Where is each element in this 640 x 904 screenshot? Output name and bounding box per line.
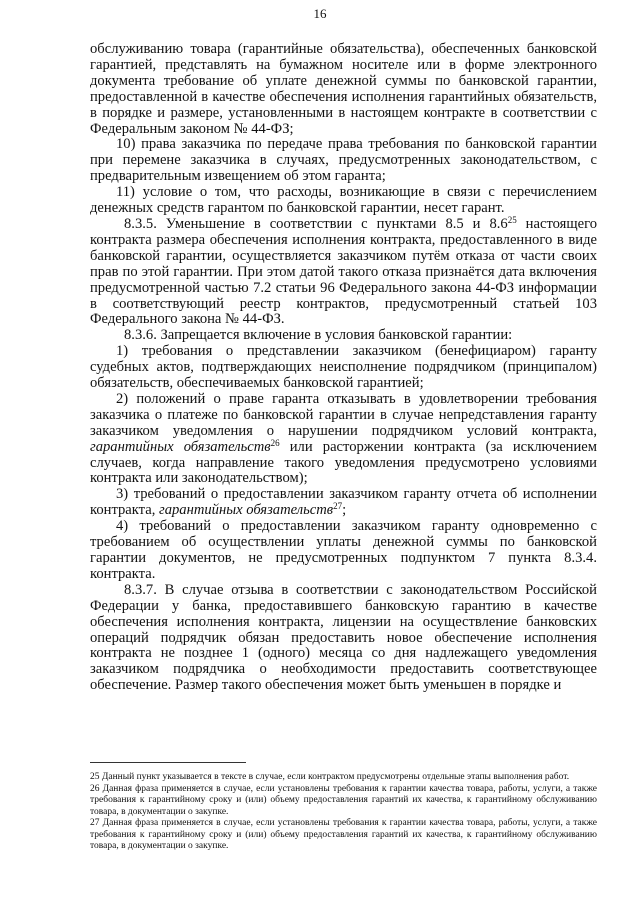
paragraph-text: ; bbox=[342, 502, 347, 519]
footnote-25: 25 Данный пункт указывается в тексте в случае, если контрактом предусмотрены отдельные этапы выполнения работ. bbox=[90, 772, 570, 782]
paragraph-item-3 bbox=[90, 487, 597, 519]
paragraph-item-4: 4) требований о предоставлении заказчиком гаранту одновременно с требованием об осуществлении уплаты денежной суммы по банковской гарантии документов, не предусмотренных подпунктом 7 пункта 8.3.4. контракта. bbox=[90, 518, 597, 582]
paragraph-text: 2) положений о праве гаранта отказывать в удовлетворении требования заказчика о платеже по банковской гарантии в случае непредставления гаранту заказчиком уведомления о нарушении подрядчиком условий контракта, bbox=[90, 390, 597, 439]
footnote-ref-27[interactable]: 27 bbox=[333, 501, 343, 512]
paragraph-item-10: 10) права заказчика по передаче права требования по банковской гарантии при перемене заказчика в случаях, предусмотренных законодательством, с предварительным извещением об этом гаранта; bbox=[90, 136, 597, 185]
paragraph-8-3-7: 8.3.7. В случае отзыва в соответствии с законодательством Российской Федерации у банка, предоставившего банковскую гарантию в качестве обеспечения исполнения контракта, лицензии на осуществление банковских операций подрядчик обязан предоставить новое обеспечение исполнения контракта не позднее 1 (одного) месяца со дня надлежащего уведомления заказчиком подрядчика о необходимости предоставить соответствующее обеспечение. Размер такого обеспечения может быть уменьшен в порядке и bbox=[90, 581, 597, 694]
footnote-ref-25[interactable]: 25 bbox=[507, 214, 517, 225]
footnote-separator bbox=[90, 762, 246, 763]
paragraph-item-2 bbox=[90, 392, 597, 487]
paragraph-8-3-5 bbox=[90, 214, 597, 328]
footnote-ref-26[interactable]: 26 bbox=[270, 437, 280, 448]
italic-phrase: гарантийных обязательств bbox=[90, 438, 271, 455]
footnote-26: 26 Данная фраза применяется в случае, если установлены требования к гарантии качества товара, работы, услуги, а также требования к гарантийному сроку и (или) объему предоставления гарантий их качества, к гарантийному обслуживанию товара, в документации о закупке. bbox=[90, 783, 597, 817]
document-body bbox=[90, 42, 597, 694]
paragraph-text: 8.3.5. Уменьшение в соответствии с пунктами 8.5 и 8.6 bbox=[124, 215, 508, 232]
paragraph-text: 3) требований о предоставлении заказчиком гаранту отчета об исполнении контракта, bbox=[90, 486, 597, 519]
paragraph-item-1: 1) требования о представлении заказчиком (бенефициаром) гаранту судебных актов, подтверждающих неисполнение подрядчиком (принципалом) обязательств, обеспечиваемых банковской гарантией; bbox=[90, 343, 597, 392]
paragraph-text: или расторжении контракта (за исключением случаев, когда направление такого уведомления предусмотрено условиями контракта или законодательством); bbox=[90, 438, 598, 487]
paragraph-8-3-6: 8.3.6. Запрещается включение в условия банковской гарантии: bbox=[124, 327, 513, 344]
page-number: 16 bbox=[313, 6, 327, 21]
footnote-27: 27 Данная фраза применяется в случае, если установлены требования к гарантии качества товара, работы, услуги, а также требования к гарантийному сроку и (или) объему предоставления гарантий их качества, к гарантийному обслуживанию товара, в документации о закупке. bbox=[90, 818, 597, 851]
paragraph-continuation: обслуживанию товара (гарантийные обязательства), обеспеченных банковской гарантией, представлять на бумажном носителе или в форме электронного документа требование об уплате денежной суммы по банковской гарантии, предоставленной в качестве обеспечения исполнения гарантийных обязательств, в порядке и размере, установленными в настоящем контракте в соответствии с Федеральным законом № 44-ФЗ; bbox=[90, 41, 597, 137]
paragraph-text: настоящего контракта размера обеспечения исполнения контракта, предоставленного в виде банковской гарантии, осуществляется заказчиком путём отказа от части своих прав по этой гарантии. При этом датой такого отказа признаётся дата включения предусмотренной частью 7.2 статьи 96 Федерального закона 44-ФЗ информации в соответствующий реестр контрактов, предусмотренный статьей 103 Федерального закона № 44-ФЗ. bbox=[90, 215, 597, 328]
italic-phrase: гарантийных обязательств bbox=[159, 502, 334, 519]
paragraph-item-11: 11) условие о том, что расходы, возникающие в связи с перечислением денежных средств гарантом по банковской гарантии, несет гарант. bbox=[90, 184, 597, 217]
footnotes bbox=[90, 772, 597, 853]
